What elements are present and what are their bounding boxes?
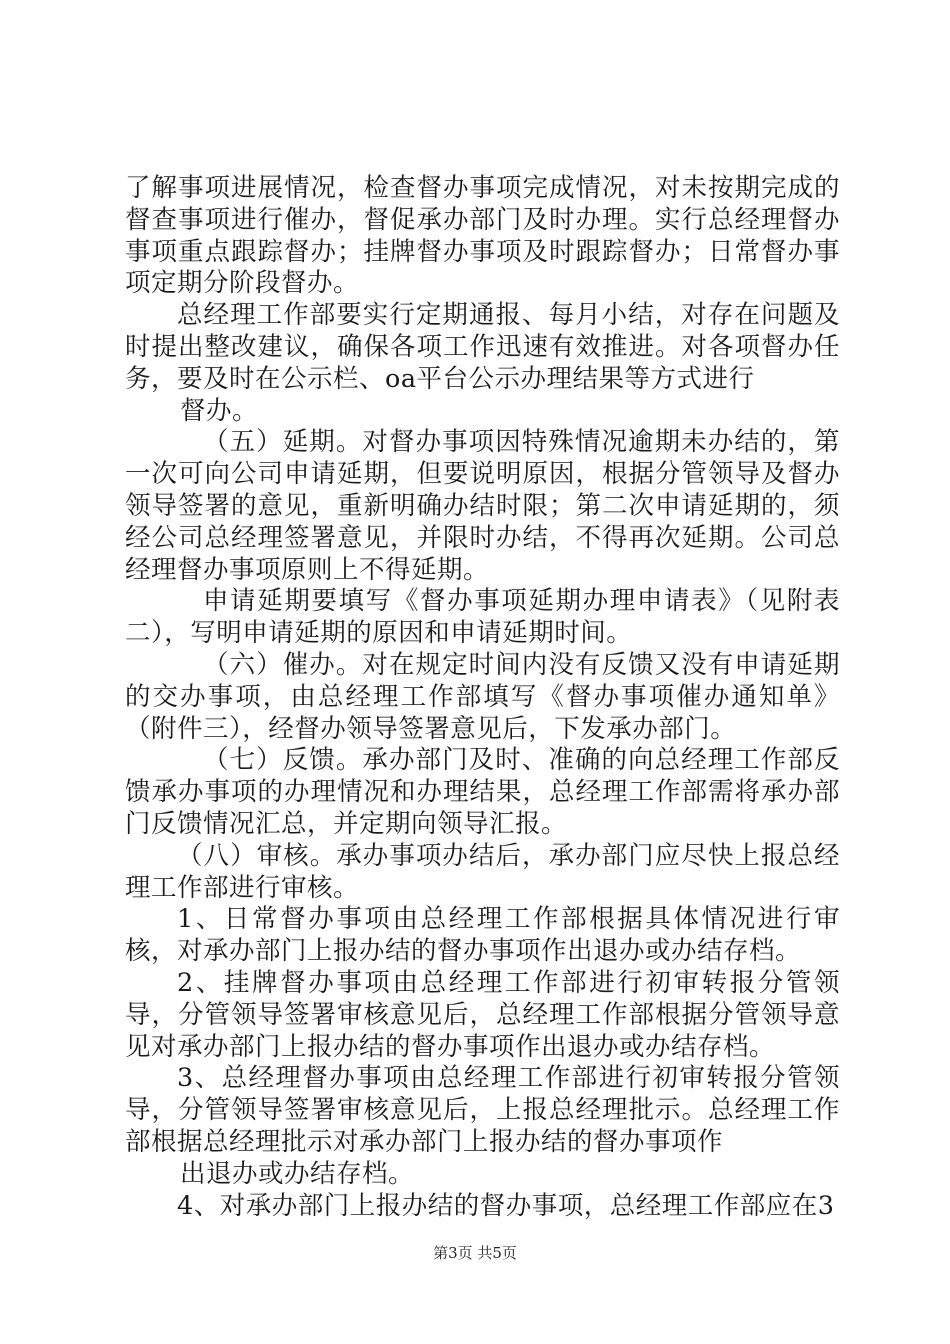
paragraph: 2、挂牌督办事项由总经理工作部进行初审转报分管领导，分管领导签署审核意见后，总经理工作部根据分管领导意见对承办部门上报办结的督办事项作出退办或办结存档。 xyxy=(125,967,840,1062)
paragraph: 申请延期要填写《督办事项延期办理申请表》（见附表二），写明申请延期的原因和申请延期时间。 xyxy=(125,586,840,649)
page-footer: 第3页 共5页 xyxy=(433,1244,517,1262)
paragraph: （七）反馈。承办部门及时、准确的向总经理工作部反馈承办事项的办理情况和办理结果，总经理工作部需将承办部门反馈情况汇总，并定期向领导汇报。 xyxy=(125,745,840,839)
paragraph: 了解事项进展情况，检查督办事项完成情况，对未按期完成的督查事项进行催办，督促承办部门及时办理。实行总经理督办事项重点跟踪督办；挂牌督办事项及时跟踪督办；日常督办事项定期分阶段督办。 xyxy=(125,173,840,299)
paragraph: （八）审核。承办事项办结后，承办部门应尽快上报总经理工作部进行审核。 xyxy=(125,840,840,903)
paragraph-continuation: 督办。 xyxy=(180,395,259,426)
paragraph: 4、对承办部门上报办结的督办事项，总经理工作部应在3 xyxy=(177,1190,835,1221)
paragraph: 总经理工作部要实行定期通报、每月小结，对存在问题及时提出整改建议，确保各项工作迅速有效推进。对各项督办任务，要及时在公示栏、oa平台公示办理结果等方式进行 xyxy=(125,300,840,394)
paragraph: （五）延期。对督办事项因特殊情况逾期未办结的，第一次可向公司申请延期，但要说明原因，根据分管领导及督办领导签署的意见，重新明确办结时限；第二次申请延期的，须经公司总经理签署意见，并限时办结，不得再次延期。公司总经理督办事项原则上不得延期。 xyxy=(125,427,840,585)
paragraph-continuation: 出退办或办结存档。 xyxy=(180,1158,415,1189)
paragraph: 1、日常督办事项由总经理工作部根据具体情况进行审核，对承办部门上报办结的督办事项作出退办或办结存档。 xyxy=(125,904,840,967)
paragraph: （六）催办。对在规定时间内没有反馈又没有申请延期的交办事项，由总经理工作部填写《督办事项催办通知单》（附件三），经督办领导签署意见后，下发承办部门。 xyxy=(125,649,840,744)
document-body xyxy=(125,173,840,1222)
paragraph: 3、总经理督办事项由总经理工作部进行初审转报分管领导，分管领导签署审核意见后，上报总经理批示。总经理工作部根据总经理批示对承办部门上报办结的督办事项作 xyxy=(125,1063,840,1157)
